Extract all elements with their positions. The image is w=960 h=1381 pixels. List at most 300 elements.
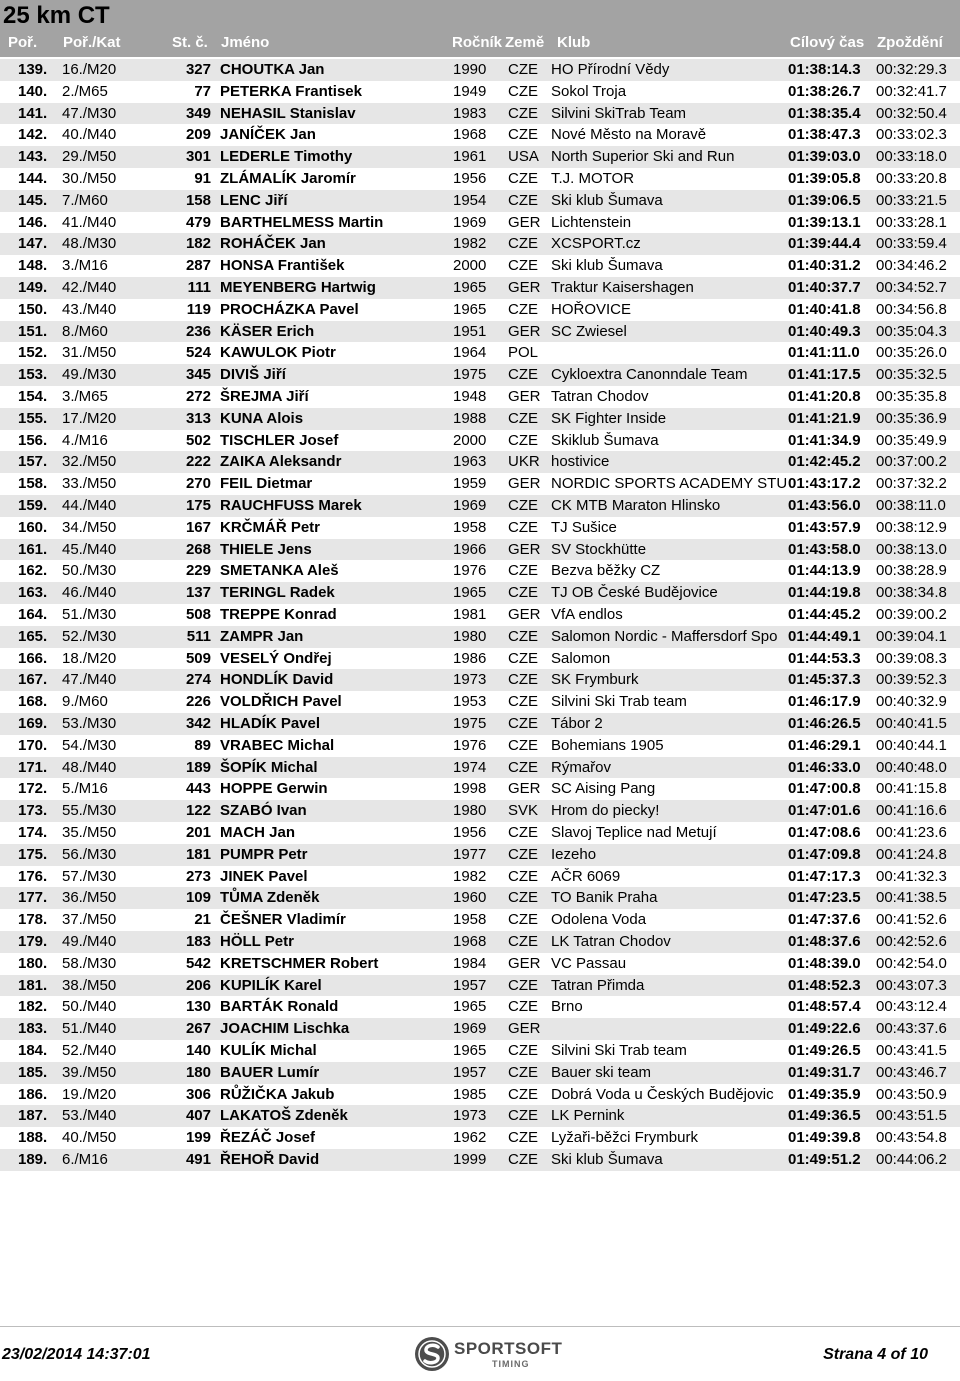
bib-number-cell: 511 <box>186 627 211 645</box>
country-cell: UKR <box>508 453 540 471</box>
bib-number-cell: 182 <box>185 235 211 253</box>
country-cell: CZE <box>508 1063 538 1081</box>
country-cell: GER <box>508 279 541 296</box>
table-row <box>0 800 960 822</box>
bib-number-cell: 349 <box>185 104 211 122</box>
time-behind-cell: 00:39:52.3 <box>876 671 947 689</box>
club-cell: TJ OB České Budějovice <box>551 584 718 602</box>
finish-time-cell: 01:48:52.3 <box>788 976 861 994</box>
club-cell: Silvini Ski Trab team <box>551 693 687 711</box>
category-rank-cell: 53./M30 <box>62 715 117 732</box>
rank-cell: 189. <box>18 1151 48 1168</box>
finish-time-cell: 01:41:21.9 <box>788 409 861 427</box>
country-cell: GER <box>508 780 541 798</box>
country-cell: CZE <box>508 1107 538 1125</box>
athlete-name-cell: LAKATOŠ Zdeněk <box>220 1107 348 1125</box>
table-row <box>0 364 960 386</box>
rank-cell: 144. <box>18 170 48 187</box>
athlete-name-cell: CHOUTKA Jan <box>220 61 325 78</box>
table-row <box>0 560 960 582</box>
finish-time-cell: 01:49:31.7 <box>788 1063 861 1081</box>
athlete-name-cell: PROCHÁZKA Pavel <box>220 300 359 318</box>
athlete-name-cell: HOPPE Gerwin <box>220 780 328 798</box>
category-rank-cell: 50./M40 <box>62 998 117 1016</box>
time-behind-cell: 00:40:44.1 <box>876 736 947 754</box>
country-cell: CZE <box>508 82 538 100</box>
country-cell: CZE <box>508 933 538 950</box>
athlete-name-cell: ZAMPR Jan <box>220 627 304 645</box>
country-cell: GER <box>508 475 541 493</box>
rank-cell: 185. <box>18 1063 48 1081</box>
table-row <box>0 713 960 735</box>
athlete-name-cell: PUMPR Petr <box>220 845 308 863</box>
athlete-name-cell: KAWULOK Piotr <box>220 344 336 362</box>
category-rank-cell: 9./M60 <box>62 693 108 711</box>
country-cell: GER <box>508 1020 541 1038</box>
finish-time-cell: 01:46:29.1 <box>788 736 861 754</box>
bib-number-cell: 140 <box>185 1042 211 1059</box>
athlete-name-cell: KÄSER Erich <box>220 322 315 340</box>
time-behind-cell: 00:38:11.0 <box>876 497 946 514</box>
time-behind-cell: 00:42:54.0 <box>876 954 947 972</box>
country-cell: POL <box>508 344 539 362</box>
rank-cell: 183. <box>18 1020 48 1038</box>
time-behind-cell: 00:39:04.1 <box>876 627 947 645</box>
rank-cell: 172. <box>18 780 48 798</box>
country-cell: CZE <box>508 191 538 209</box>
country-cell: GER <box>508 606 541 623</box>
bib-number-cell: 508 <box>185 606 211 623</box>
time-behind-cell: 00:44:06.2 <box>876 1151 947 1168</box>
club-cell: HOŘOVICE <box>551 300 632 318</box>
country-cell: CZE <box>508 867 538 885</box>
finish-time-cell: 01:46:33.0 <box>788 758 861 776</box>
birth-year-cell: 1975 <box>453 366 487 384</box>
category-rank-cell: 5./M16 <box>62 780 108 798</box>
athlete-name-cell: MACH Jan <box>220 824 296 841</box>
time-behind-cell: 00:38:28.9 <box>876 562 947 580</box>
athlete-name-cell: JINEK Pavel <box>220 867 308 885</box>
time-behind-cell: 00:32:29.3 <box>876 61 947 78</box>
table-row <box>0 321 960 343</box>
birth-year-cell: 1953 <box>453 693 487 711</box>
finish-time-cell: 01:45:37.3 <box>788 671 861 689</box>
table-row <box>0 1062 960 1084</box>
time-behind-cell: 00:37:00.2 <box>876 453 947 471</box>
club-cell: Tatran Přimda <box>551 976 645 994</box>
club-cell: Silvini Ski Trab team <box>551 1042 687 1059</box>
country-cell: CZE <box>508 671 538 689</box>
club-cell: Hrom do piecky! <box>551 802 660 820</box>
bib-number-cell: 342 <box>185 715 211 732</box>
table-row <box>0 648 960 670</box>
column-header-rank: Poř. <box>8 34 38 51</box>
table-row <box>0 778 960 800</box>
table-row <box>0 517 960 539</box>
rank-cell: 148. <box>18 257 48 275</box>
rank-cell: 160. <box>18 518 48 536</box>
club-cell: North Superior Ski and Run <box>551 148 735 166</box>
athlete-name-cell: KRETSCHMER Robert <box>220 954 379 972</box>
athlete-name-cell: TREPPE Konrad <box>220 606 337 623</box>
country-cell: GER <box>508 540 541 558</box>
category-rank-cell: 47./M40 <box>62 671 117 689</box>
bib-number-cell: 77 <box>194 82 211 100</box>
time-behind-cell: 00:39:08.3 <box>876 649 947 667</box>
club-cell: TJ Sušice <box>551 518 617 536</box>
birth-year-cell: 1969 <box>453 213 487 231</box>
bib-number-cell: 407 <box>185 1107 211 1125</box>
club-cell: Bezva běžky CZ <box>551 562 661 580</box>
time-behind-cell: 00:34:46.2 <box>876 257 947 275</box>
finish-time-cell: 01:42:45.2 <box>788 453 861 471</box>
birth-year-cell: 1983 <box>453 104 487 122</box>
time-behind-cell: 00:43:54.8 <box>876 1129 947 1147</box>
club-cell: Lyžaři-běžci Frymburk <box>551 1129 698 1147</box>
page-title: 25 km CT <box>3 2 110 29</box>
rank-cell: 165. <box>18 627 48 645</box>
time-behind-cell: 00:41:16.6 <box>876 802 947 820</box>
country-cell: CZE <box>508 562 538 580</box>
athlete-name-cell: RŮŽIČKA Jakub <box>220 1085 335 1103</box>
bib-number-cell: 91 <box>194 170 211 187</box>
table-row <box>0 866 960 888</box>
country-cell: CZE <box>508 497 538 514</box>
birth-year-cell: 1959 <box>453 475 487 493</box>
bib-number-cell: 130 <box>185 998 211 1016</box>
birth-year-cell: 1968 <box>453 126 487 144</box>
country-cell: CZE <box>508 300 538 318</box>
category-rank-cell: 7./M60 <box>62 191 108 209</box>
birth-year-cell: 1984 <box>453 954 487 972</box>
athlete-name-cell: TŮMA Zdeněk <box>220 889 320 907</box>
bib-number-cell: 274 <box>185 671 211 689</box>
print-timestamp: 23/02/2014 14:37:01 <box>2 1346 151 1363</box>
rank-cell: 170. <box>18 736 48 754</box>
rank-cell: 163. <box>18 584 48 602</box>
rank-cell: 141. <box>18 104 48 122</box>
rank-cell: 171. <box>18 758 48 776</box>
rank-cell: 166. <box>18 649 48 667</box>
finish-time-cell: 01:47:08.6 <box>788 824 861 841</box>
bib-number-cell: 158 <box>185 191 211 209</box>
birth-year-cell: 1985 <box>453 1085 487 1103</box>
finish-time-cell: 01:47:23.5 <box>788 889 861 907</box>
bib-number-cell: 167 <box>185 518 211 536</box>
country-cell: CZE <box>508 409 538 427</box>
table-row <box>0 604 960 626</box>
rank-cell: 187. <box>18 1107 48 1125</box>
club-cell: Salomon <box>551 649 611 667</box>
athlete-name-cell: ŠREJMA Jiří <box>220 388 309 405</box>
athlete-name-cell: FEIL Dietmar <box>220 475 313 493</box>
rank-cell: 173. <box>18 802 48 820</box>
category-rank-cell: 47./M30 <box>62 104 117 122</box>
athlete-name-cell: ŘEHOŘ David <box>220 1151 320 1168</box>
rank-cell: 175. <box>18 845 48 863</box>
sportsoft-s-icon <box>414 1336 450 1372</box>
rank-cell: 140. <box>18 82 48 100</box>
club-cell: TO Banik Praha <box>551 889 658 907</box>
birth-year-cell: 1951 <box>453 322 487 340</box>
column-header-category-rank: Poř./Kat <box>63 34 121 51</box>
club-cell: Dobrá Voda u Českých Budějovic <box>551 1085 774 1103</box>
time-behind-cell: 00:43:37.6 <box>876 1020 947 1038</box>
table-row <box>0 996 960 1018</box>
birth-year-cell: 1981 <box>453 606 487 623</box>
category-rank-cell: 57./M30 <box>62 867 117 885</box>
category-rank-cell: 45./M40 <box>62 540 117 558</box>
table-row <box>0 342 960 364</box>
table-row <box>0 277 960 299</box>
finish-time-cell: 01:40:41.8 <box>788 300 861 318</box>
bib-number-cell: 175 <box>185 497 211 514</box>
finish-time-cell: 01:47:17.3 <box>788 867 861 885</box>
finish-time-cell: 01:46:17.9 <box>788 693 861 711</box>
birth-year-cell: 1998 <box>453 780 487 798</box>
athlete-name-cell: ZAIKA Aleksandr <box>220 453 342 471</box>
rank-cell: 179. <box>18 933 48 950</box>
birth-year-cell: 1990 <box>453 61 487 78</box>
finish-time-cell: 01:41:34.9 <box>788 431 861 449</box>
rank-cell: 145. <box>18 191 48 209</box>
bib-number-cell: 479 <box>185 213 211 231</box>
finish-time-cell: 01:38:14.3 <box>788 61 861 78</box>
category-rank-cell: 38./M50 <box>62 976 117 994</box>
bib-number-cell: 181 <box>185 845 211 863</box>
club-cell: hostivice <box>551 453 610 471</box>
birth-year-cell: 1969 <box>453 1020 487 1038</box>
bib-number-cell: 209 <box>185 126 211 144</box>
time-behind-cell: 00:43:41.5 <box>876 1042 947 1059</box>
category-rank-cell: 51./M40 <box>62 1020 117 1038</box>
athlete-name-cell: TERINGL Radek <box>220 584 335 602</box>
birth-year-cell: 1976 <box>453 562 487 580</box>
table-row <box>0 1018 960 1040</box>
club-cell: Cykloextra Canonndale Team <box>551 366 748 384</box>
time-behind-cell: 00:41:38.5 <box>876 889 947 907</box>
time-behind-cell: 00:41:23.6 <box>876 824 947 841</box>
rank-cell: 153. <box>18 366 48 384</box>
finish-time-cell: 01:43:58.0 <box>788 540 861 558</box>
table-row <box>0 953 960 975</box>
club-cell: Bauer ski team <box>551 1063 652 1081</box>
table-row <box>0 582 960 604</box>
athlete-name-cell: SZABÓ Ivan <box>220 802 307 820</box>
rank-cell: 161. <box>18 540 48 558</box>
athlete-name-cell: ZLÁMALÍK Jaromír <box>220 170 356 187</box>
birth-year-cell: 1969 <box>453 497 487 514</box>
category-rank-cell: 29./M50 <box>62 148 117 166</box>
time-behind-cell: 00:32:41.7 <box>876 82 947 100</box>
country-cell: GER <box>508 322 541 340</box>
bib-number-cell: 273 <box>185 867 211 885</box>
athlete-name-cell: KUPILÍK Karel <box>220 976 322 994</box>
club-cell: CK MTB Maraton Hlinsko <box>551 497 721 514</box>
category-rank-cell: 31./M50 <box>62 344 117 362</box>
rank-cell: 139. <box>18 61 48 78</box>
birth-year-cell: 1973 <box>453 671 487 689</box>
bib-number-cell: 189 <box>185 758 211 776</box>
time-behind-cell: 00:33:20.8 <box>876 170 947 187</box>
category-rank-cell: 35./M50 <box>62 824 117 841</box>
bib-number-cell: 267 <box>185 1020 211 1038</box>
birth-year-cell: 1964 <box>453 344 487 362</box>
table-row <box>0 124 960 146</box>
time-behind-cell: 00:34:56.8 <box>876 300 947 318</box>
birth-year-cell: 1954 <box>453 191 487 209</box>
athlete-name-cell: JANÍČEK Jan <box>220 126 316 144</box>
category-rank-cell: 3./M16 <box>62 257 108 275</box>
club-cell: Tábor 2 <box>551 715 603 732</box>
rank-cell: 149. <box>18 279 48 296</box>
finish-time-cell: 01:40:49.3 <box>788 322 861 340</box>
birth-year-cell: 1948 <box>453 388 487 405</box>
bib-number-cell: 502 <box>185 431 211 449</box>
athlete-name-cell: KULÍK Michal <box>220 1042 317 1059</box>
athlete-name-cell: BARTHELMESS Martin <box>220 213 384 231</box>
club-cell: Ski klub Šumava <box>551 191 663 209</box>
finish-time-cell: 01:48:57.4 <box>788 998 861 1016</box>
category-rank-cell: 18./M20 <box>62 649 117 667</box>
birth-year-cell: 1977 <box>453 845 487 863</box>
time-behind-cell: 00:38:13.0 <box>876 540 947 558</box>
finish-time-cell: 01:48:37.6 <box>788 933 861 950</box>
club-cell: Bohemians 1905 <box>551 736 664 754</box>
time-behind-cell: 00:32:50.4 <box>876 104 947 122</box>
column-header-time-behind: Zpoždění <box>877 34 943 51</box>
finish-time-cell: 01:39:05.8 <box>788 170 861 187</box>
club-cell: XCSPORT.cz <box>551 235 641 253</box>
column-header-club: Klub <box>557 34 591 51</box>
athlete-name-cell: MEYENBERG Hartwig <box>220 279 376 296</box>
time-behind-cell: 00:41:15.8 <box>876 780 947 798</box>
athlete-name-cell: VESELÝ Ondřej <box>220 649 332 667</box>
club-cell: Ski klub Šumava <box>551 1151 663 1168</box>
time-behind-cell: 00:33:59.4 <box>876 235 947 253</box>
finish-time-cell: 01:44:13.9 <box>788 562 861 580</box>
club-cell: SV Stockhütte <box>551 540 647 558</box>
rank-cell: 174. <box>18 824 48 841</box>
birth-year-cell: 1965 <box>453 1042 487 1059</box>
rank-cell: 177. <box>18 889 48 907</box>
rank-cell: 162. <box>18 562 48 580</box>
birth-year-cell: 1961 <box>453 148 487 166</box>
finish-time-cell: 01:49:39.8 <box>788 1129 861 1147</box>
category-rank-cell: 16./M20 <box>62 61 117 78</box>
table-row <box>0 408 960 430</box>
table-row <box>0 451 960 473</box>
bib-number-cell: 301 <box>185 148 211 166</box>
birth-year-cell: 1956 <box>453 170 487 187</box>
bib-number-cell: 226 <box>185 693 211 711</box>
country-cell: CZE <box>508 911 538 929</box>
bib-number-cell: 236 <box>185 322 211 340</box>
table-row <box>0 299 960 321</box>
club-cell: Rýmařov <box>551 758 612 776</box>
athlete-name-cell: ŘEZÁČ Josef <box>220 1129 316 1147</box>
category-rank-cell: 3./M65 <box>62 388 108 405</box>
table-row <box>0 386 960 408</box>
category-rank-cell: 17./M20 <box>62 409 117 427</box>
athlete-name-cell: LENC Jiří <box>220 191 288 209</box>
country-cell: GER <box>508 954 541 972</box>
category-rank-cell: 53./M40 <box>62 1107 117 1125</box>
club-cell: Salomon Nordic - Maffersdorf Spo <box>551 627 778 645</box>
country-cell: CZE <box>508 235 538 253</box>
table-row <box>0 669 960 691</box>
club-cell: SK Frymburk <box>551 671 639 689</box>
finish-time-cell: 01:49:35.9 <box>788 1085 861 1103</box>
club-cell: T.J. MOTOR <box>551 170 635 187</box>
rank-cell: 151. <box>18 322 48 340</box>
bib-number-cell: 313 <box>185 409 211 427</box>
birth-year-cell: 1986 <box>453 649 487 667</box>
table-row <box>0 1149 960 1171</box>
category-rank-cell: 49./M30 <box>62 366 117 384</box>
athlete-name-cell: THIELE Jens <box>220 540 312 558</box>
country-cell: CZE <box>508 758 538 776</box>
club-cell: Tatran Chodov <box>551 388 649 405</box>
table-row <box>0 691 960 713</box>
table-row <box>0 975 960 997</box>
bib-number-cell: 119 <box>186 300 211 318</box>
category-rank-cell: 58./M30 <box>62 954 117 972</box>
athlete-name-cell: ČEŠNER Vladimír <box>220 911 346 929</box>
athlete-name-cell: RAUCHFUSS Marek <box>220 497 362 514</box>
category-rank-cell: 4./M16 <box>62 431 108 449</box>
sportsoft-logo <box>414 1336 563 1376</box>
category-rank-cell: 43./M40 <box>62 300 117 318</box>
athlete-name-cell: VOLDŘICH Pavel <box>220 693 342 711</box>
rank-cell: 186. <box>18 1085 48 1103</box>
category-rank-cell: 56./M30 <box>62 845 117 863</box>
logo-subtitle: TIMING <box>492 1359 530 1369</box>
athlete-name-cell: DIVIŠ Jiří <box>220 366 286 384</box>
country-cell: SVK <box>508 802 539 820</box>
category-rank-cell: 39./M50 <box>62 1063 117 1081</box>
club-cell: SK Fighter Inside <box>551 409 667 427</box>
birth-year-cell: 1975 <box>453 715 487 732</box>
bib-number-cell: 345 <box>185 366 211 384</box>
club-cell: Skiklub Šumava <box>551 431 659 449</box>
club-cell: NORDIC SPORTS ACADEMY STU <box>551 475 787 493</box>
finish-time-cell: 01:44:19.8 <box>788 584 861 602</box>
category-rank-cell: 46./M40 <box>62 584 117 602</box>
bib-number-cell: 270 <box>185 475 211 493</box>
finish-time-cell: 01:39:13.1 <box>788 213 861 231</box>
time-behind-cell: 00:43:07.3 <box>876 976 947 994</box>
column-header-name: Jméno <box>221 34 270 51</box>
athlete-name-cell: KUNA Alois <box>220 409 304 427</box>
bib-number-cell: 287 <box>185 257 211 275</box>
rank-cell: 180. <box>18 954 48 972</box>
table-row <box>0 81 960 103</box>
finish-time-cell: 01:43:56.0 <box>788 497 861 514</box>
athlete-name-cell: HONSA František <box>220 257 345 275</box>
club-cell: Odolena Voda <box>551 911 647 929</box>
athlete-name-cell: BAUER Lumír <box>220 1063 320 1081</box>
time-behind-cell: 00:39:00.2 <box>876 606 947 623</box>
time-behind-cell: 00:35:26.0 <box>876 344 947 362</box>
bib-number-cell: 272 <box>185 388 211 405</box>
country-cell: CZE <box>508 889 538 907</box>
category-rank-cell: 49./M40 <box>62 933 117 950</box>
country-cell: CZE <box>508 976 538 994</box>
club-cell: SC Aising Pang <box>551 780 656 798</box>
rank-cell: 164. <box>18 606 48 623</box>
rank-cell: 143. <box>18 148 48 166</box>
